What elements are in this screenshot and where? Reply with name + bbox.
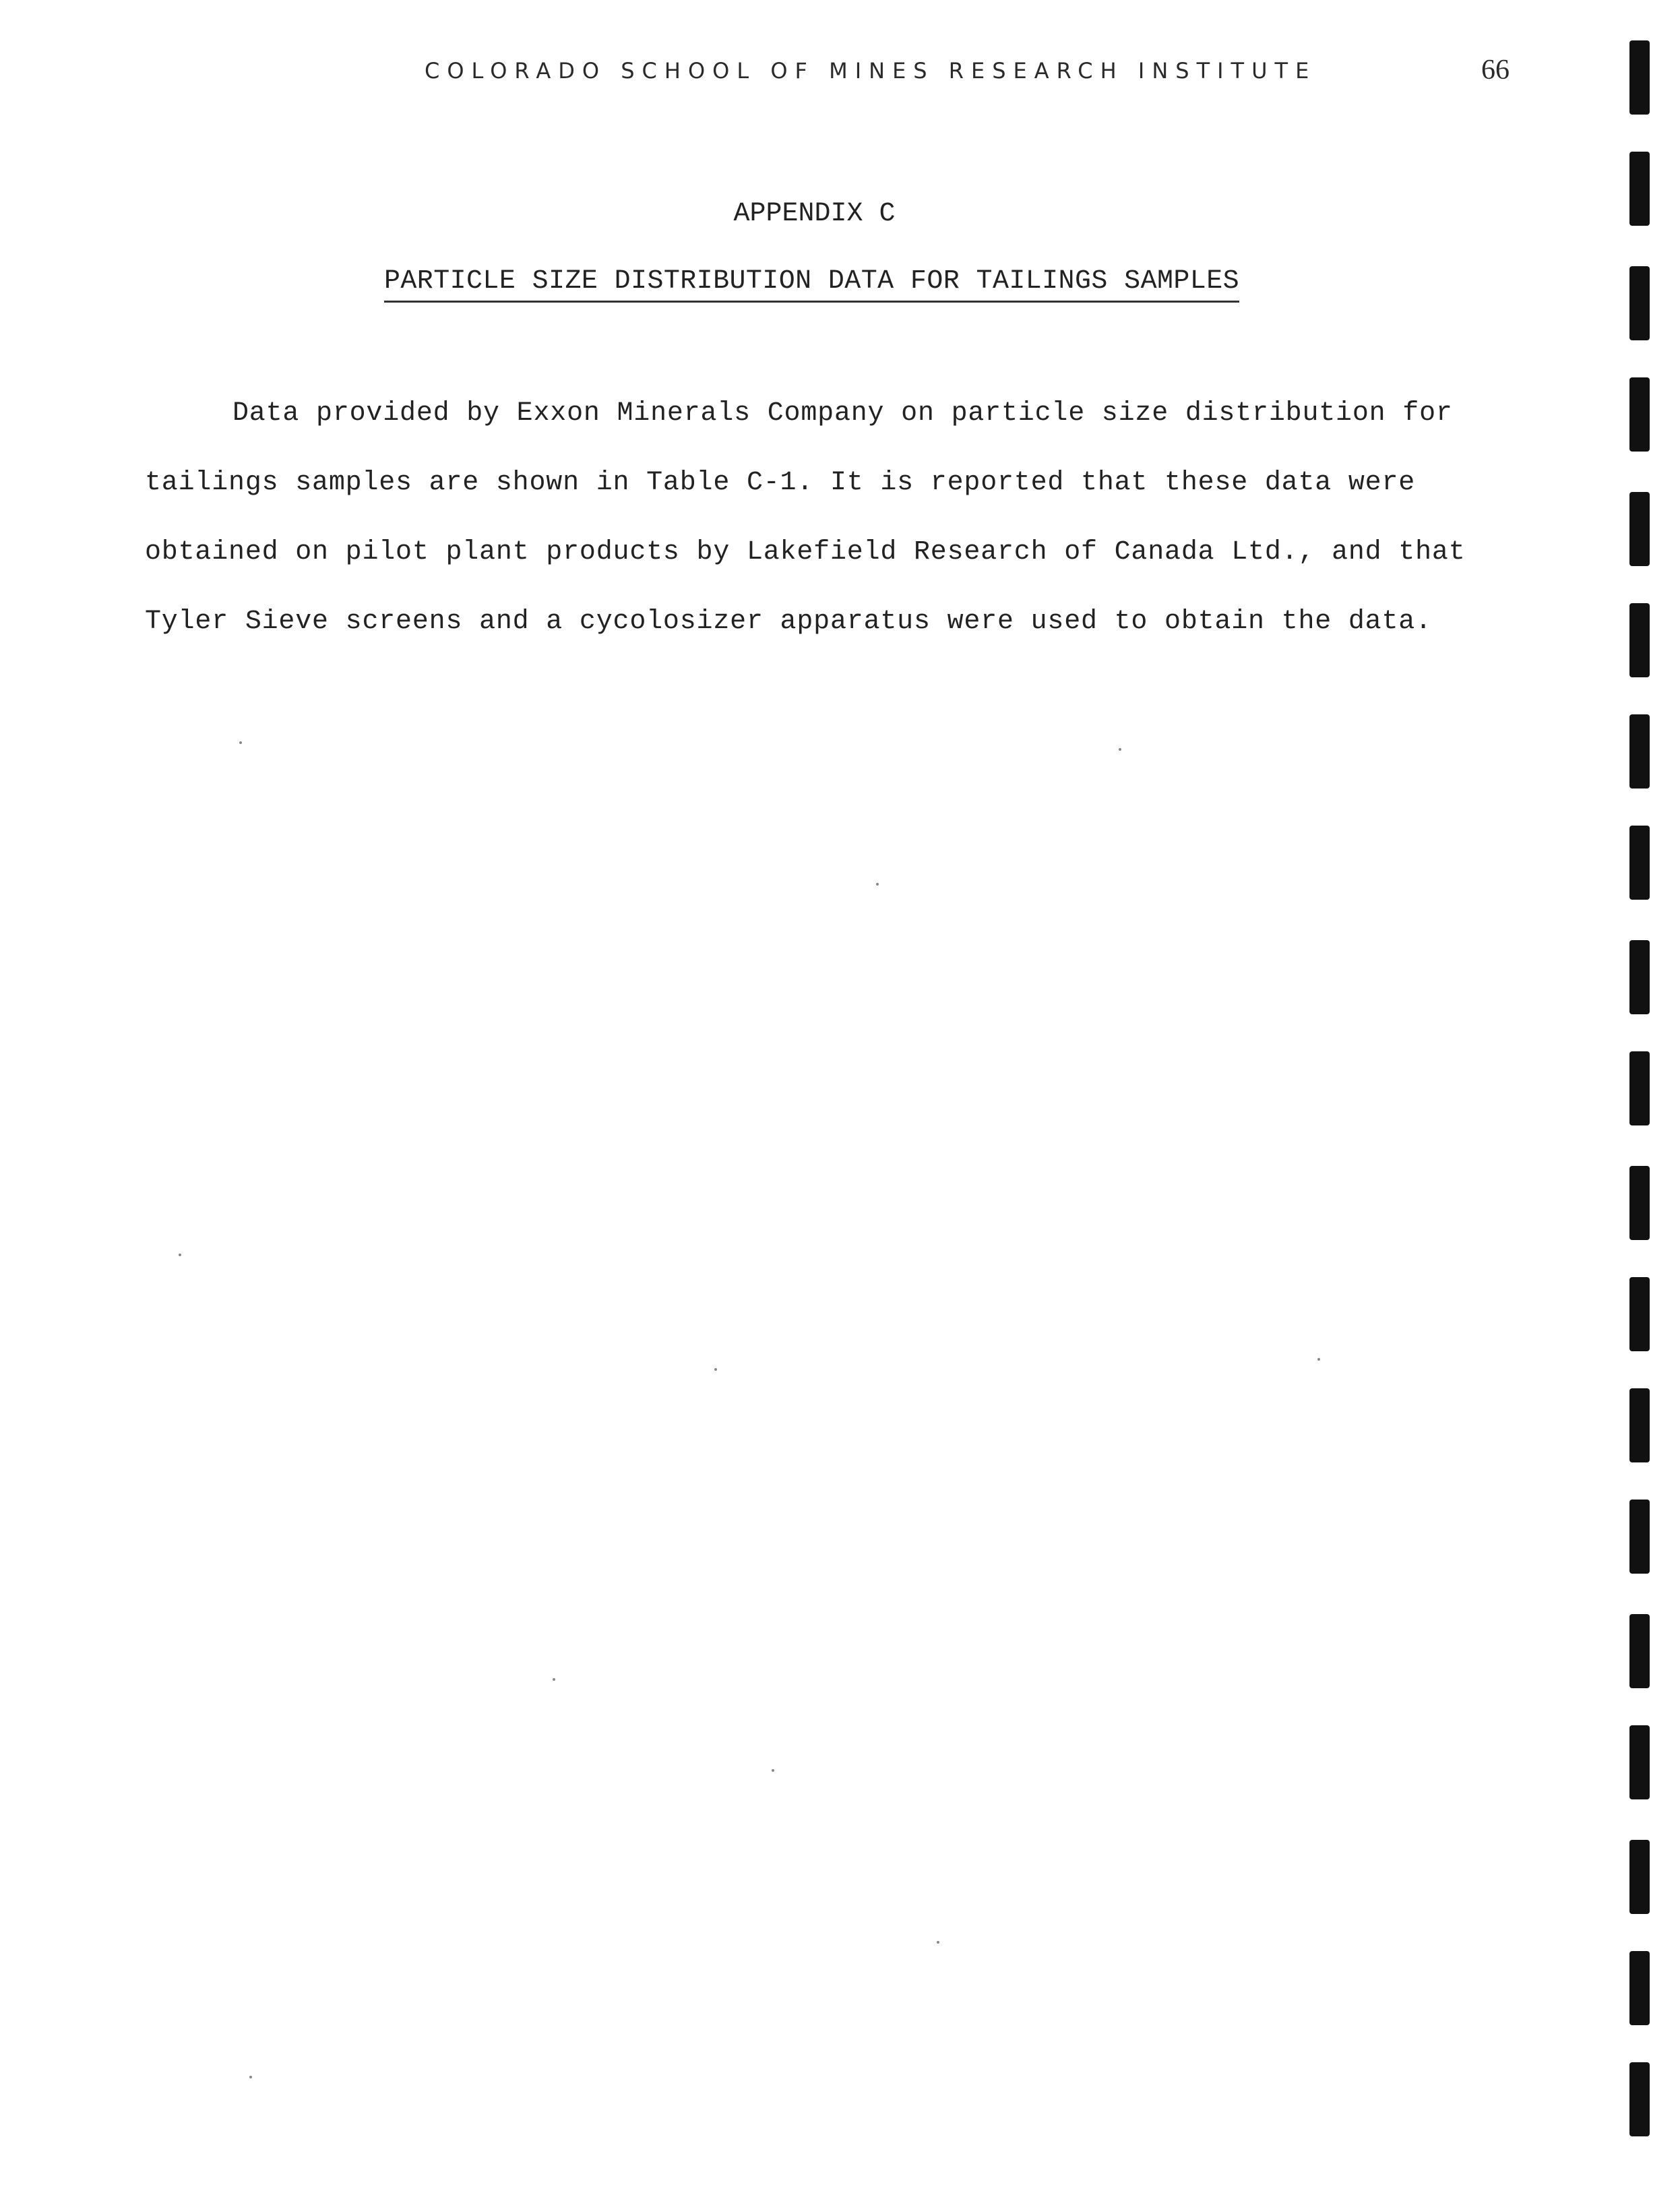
binding-hole: [1629, 603, 1650, 677]
scan-speck: [714, 1368, 717, 1371]
binding-hole: [1629, 2062, 1650, 2136]
scan-speck: [937, 1941, 939, 1944]
binding-hole: [1629, 1500, 1650, 1574]
binding-hole: [1629, 1725, 1650, 1799]
page-number: 66: [1481, 55, 1510, 86]
scan-speck: [1317, 1358, 1320, 1361]
paragraph-line: tailings samples are shown in Table C-1. It is reported that these data were: [145, 468, 1416, 498]
binding-hole: [1629, 377, 1650, 452]
scan-speck: [772, 1769, 774, 1772]
appendix-label-container: [0, 199, 1680, 229]
binding-hole: [1629, 266, 1650, 340]
binding-hole: [1629, 152, 1650, 226]
binding-hole: [1629, 940, 1650, 1014]
binding-holes: [1629, 0, 1656, 2193]
institute-header: COLORADO SCHOOL OF MINES RESEARCH INSTITUTE: [425, 58, 1317, 84]
binding-hole: [1629, 492, 1650, 566]
section-title: PARTICLE SIZE DISTRIBUTION DATA FOR TAILINGS SAMPLES: [384, 266, 1239, 303]
scan-speck: [876, 883, 879, 886]
binding-hole: [1629, 40, 1650, 115]
binding-hole: [1629, 1277, 1650, 1351]
binding-hole: [1629, 1166, 1650, 1240]
scan-speck: [239, 741, 242, 744]
scan-speck: [1119, 748, 1121, 751]
scan-speck: [553, 1678, 555, 1681]
binding-hole: [1629, 714, 1650, 789]
paragraph-line: obtained on pilot plant products by Lakefield Research of Canada Ltd., and that: [145, 537, 1466, 567]
appendix-label: APPENDIX C: [733, 199, 896, 229]
binding-hole: [1629, 1840, 1650, 1914]
binding-hole: [1629, 1951, 1650, 2025]
binding-hole: [1629, 1388, 1650, 1462]
binding-hole: [1629, 826, 1650, 900]
binding-hole: [1629, 1051, 1650, 1125]
binding-hole: [1629, 1614, 1650, 1688]
paragraph-line: Tyler Sieve screens and a cycolosizer apparatus were used to obtain the data.: [145, 607, 1432, 637]
body-paragraph: [145, 398, 1533, 675]
paragraph-line: Data provided by Exxon Minerals Company on particle size distribution for: [232, 398, 1453, 429]
scan-speck: [179, 1254, 181, 1256]
scan-speck: [249, 2076, 252, 2078]
